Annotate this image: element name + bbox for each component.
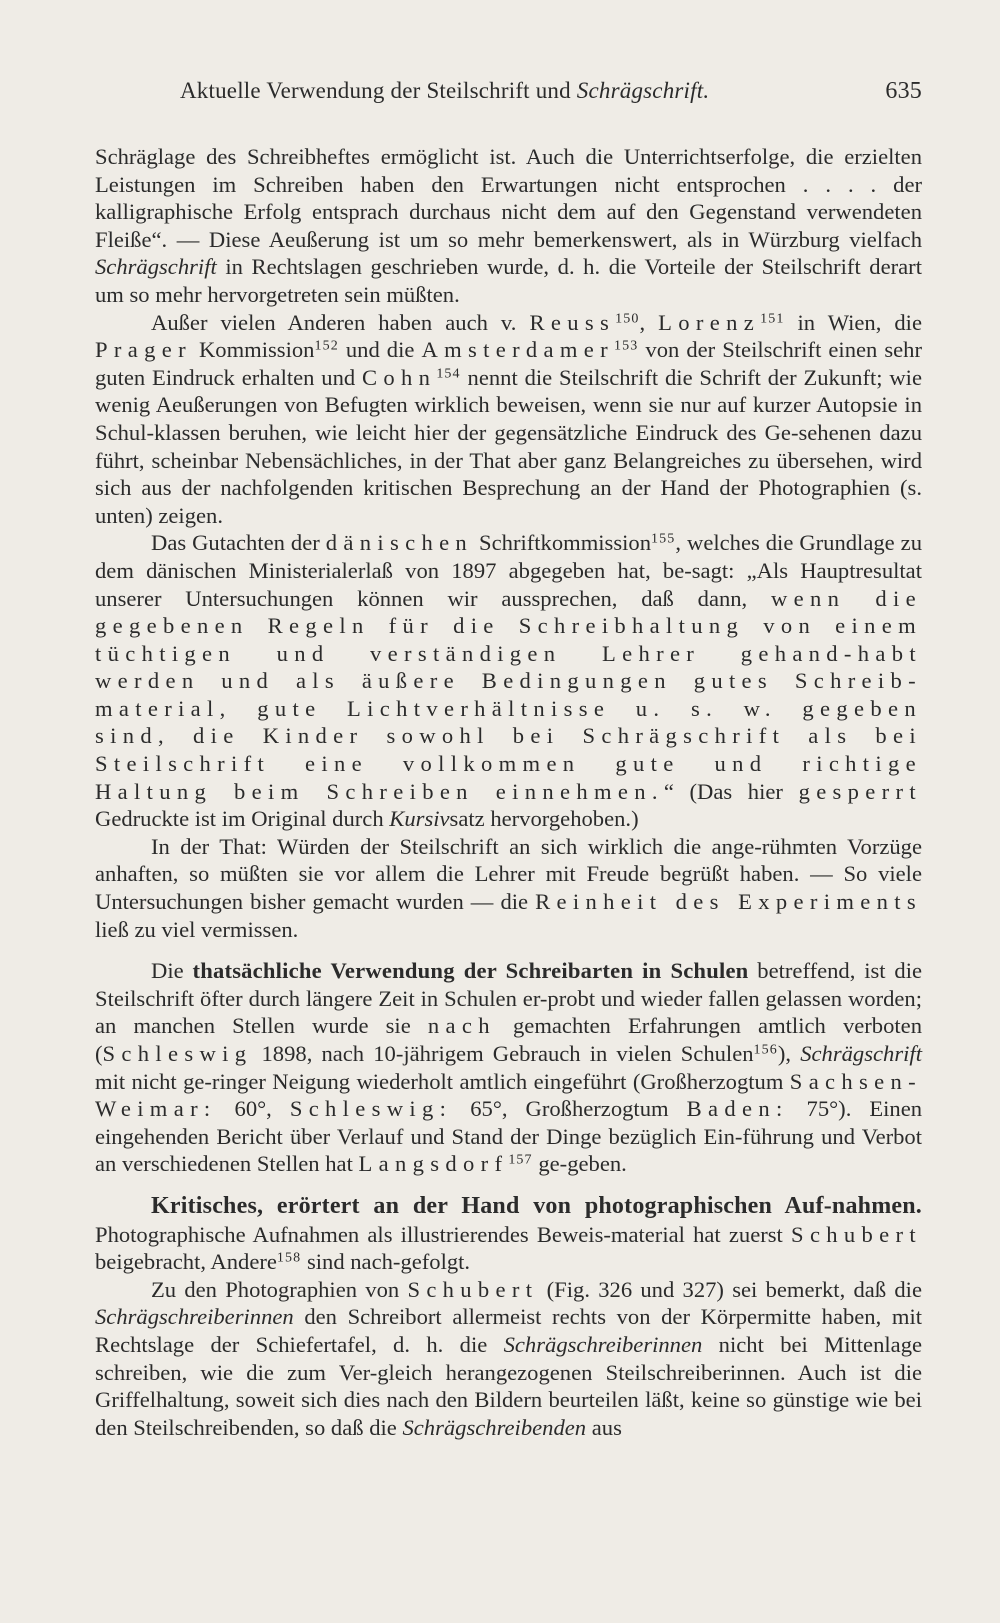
text-run: In der That: Würden der Steilschrift an sich wirklich die ange-rühmten Vorzüge anhaften, so müßten sie vor allem die Lehrer mit Freude begrüßt haben. — So viele Untersuchungen bisher gemacht wurden — die — [95, 833, 922, 915]
text-run: Schriftkommission — [479, 530, 652, 556]
text-run: und die — [345, 337, 415, 363]
spaced-name: Langsdorf — [358, 1151, 509, 1177]
text-run: Schräglage des Schreibheftes ermöglicht ist. Auch die Unterrichtserfolge, die erzielten Leistungen im Schreiben haben den Erwartungen nicht entsprochen . . . . der kalligraphische Erfolg entsprach durchaus nicht dem auf den Gegenstand verwendeten Fleiße“. — Diese Aeußerung ist um so mehr bemerkenswert, als in Würzburg vielfach — [95, 144, 922, 252]
text-run: 75°). Einen eingehenden Bericht über Verlauf und Stand der Dinge bezüglich Ein-führung und Verbot an verschiedenen Stellen hat — [95, 1096, 923, 1177]
spaced-word: gesperrt — [798, 778, 922, 804]
footnote-ref: 151 — [760, 310, 785, 326]
bold-heading-inline: thatsächliche Verwendung der Schreibarten in Schulen — [192, 958, 749, 984]
text-run: ), — [777, 1041, 792, 1066]
text-run: in Rechtslagen geschrieben wurde, d. h. die Vorteile der Steilschrift derart um so mehr hervorgetreten sein müßten. — [95, 254, 922, 307]
text-run: Außer vielen Anderen haben auch v. — [151, 309, 517, 335]
paragraph-1 — [95, 143, 922, 309]
text-run: in Wien, die — [797, 309, 922, 335]
text-run: mit nicht ge-ringer Neigung wiederholt amtlich eingeführt (Großherzogtum — [95, 1068, 784, 1094]
paragraph-7 — [95, 1276, 922, 1442]
section-heading: Kritisches, erörtert an der Hand von photographischen Auf-nahmen. — [151, 1192, 922, 1219]
spaced-quote: wenn die gegebenen Regeln für die Schreibhaltung von einem tüchtigen und verständigen Lehrer gehand-habt werden und als äußere Bedingungen gutes Schreib-material, gute Lichtverhältnisse u. s. w. gegeben sind, die Kinder sowohl bei Schrägschrift als bei Steilschrift eine vollkommen gute und richtige Haltung beim Schreiben einnehmen. — [95, 585, 922, 804]
running-head — [95, 78, 922, 105]
spaced-name: Prager — [95, 337, 192, 363]
paragraph-4 — [95, 833, 922, 943]
footnote-ref: 152 — [314, 338, 339, 354]
text-run: gemachten Erfahrungen amtlich verboten ( — [95, 1013, 922, 1066]
spaced-word: nach — [427, 1013, 496, 1039]
spaced-phrase: Reinheit des Experiments — [535, 889, 922, 915]
text-run: ge-geben. — [538, 1151, 627, 1177]
footnote-ref: 150 — [615, 310, 640, 326]
footnote-ref: 155 — [651, 531, 676, 547]
spaced-name: Schleswig — [102, 1041, 253, 1066]
text-run: nicht bei Mittenlage schreiben, wie die zum Ver-gleich herangezogenen Steilschreiberinnen. Auch ist die Griffelhaltung, soweit sich dies nach den Bildern beurteilen läßt, keine so günstige wie bei den Steilschreibenden, so daß die — [95, 1331, 923, 1440]
text-run: “ (Das hier — [663, 778, 783, 804]
text-run: sind nach-gefolgt. — [306, 1249, 471, 1275]
text-run: Photographische Aufnahmen als illustrierendes Beweis-material hat zuerst — [95, 1221, 783, 1247]
spaced-name: Sachsen-Weimar: — [95, 1068, 922, 1122]
paragraph-2 — [95, 309, 922, 530]
text-run: betreffend, ist die Steilschrift öfter durch längere Zeit in Schulen er-probt und wieder fallen gelassen worden; an manchen Stellen wurde sie — [95, 958, 923, 1039]
text-run: Zu den Photographien von — [151, 1276, 400, 1302]
italic-run: Kursiv — [389, 806, 450, 832]
spaced-name: Lorenz — [658, 309, 761, 335]
paragraph-6 — [95, 1192, 922, 1276]
spaced-name: Amsterdamer — [421, 337, 615, 363]
italic-run: Schrägschrift — [800, 1041, 922, 1066]
text-run: Gedruckte ist im Original durch — [95, 806, 384, 832]
text-run: (Fig. 326 und 327) sei bemerkt, daß die — [546, 1276, 922, 1302]
spaced-name: Cohn — [362, 364, 437, 390]
italic-run: Schrägschrift — [95, 254, 217, 280]
footnote-ref: 157 — [508, 1152, 533, 1168]
running-head-title-text: Aktuelle Verwendung der Steilschrift und — [180, 78, 571, 103]
spaced-name: Schubert — [407, 1276, 539, 1302]
italic-run: Schrägschreiberinnen — [95, 1304, 294, 1330]
spaced-name: Schubert — [791, 1221, 922, 1247]
paragraph-5 — [95, 957, 922, 1178]
running-head-title-italic: Schrägschrift. — [576, 78, 710, 103]
spaced-word: dänischen — [325, 530, 474, 556]
text-run: Die — [151, 958, 184, 984]
running-head-title — [180, 78, 709, 104]
text-run: 65°, Großherzogtum — [470, 1096, 669, 1122]
spaced-name: Reuss — [529, 309, 616, 335]
text-run: aus — [591, 1414, 622, 1440]
text-run: den Schreibort allermeist rechts von der Körpermitte haben, mit Rechtslage der Schiefertafel, d. h. die — [95, 1304, 923, 1357]
italic-run: Schrägschreiberinnen — [503, 1331, 703, 1357]
text-run: nennt die Steilschrift die Schrift der Zukunft; wie wenig Aeußerungen von Befugten wirklich beweisen, wenn sie nur auf kurzer Autopsie in Schul-klassen beruhen, wie leicht hier der gegensätzliche Eindruck des Ge-sehenen dazu führt, scheinbar Nebensächliches, in der That aber ganz Belangreiches zu übersehen, wird sich aus der nachfolgenden kritischen Besprechung an der Hand der Photographien (s. unten) zeigen. — [95, 364, 922, 528]
text-run: satz hervorgehoben.) — [449, 806, 639, 832]
text-run: Kommission — [198, 337, 315, 363]
footnote-ref: 154 — [436, 366, 461, 382]
page-number: 635 — [885, 78, 922, 104]
text-run: 60°, — [234, 1096, 272, 1122]
text-run: , welches die Grundlage zu dem dänischen Ministerialerlaß von 1897 abgegeben hat, be-sagt: „Als Hauptresultat unserer Untersuchungen können wir aussprechen, daß dann, — [95, 530, 922, 611]
text-run: , — [639, 309, 646, 335]
spaced-name: Baden: — [686, 1096, 789, 1122]
paragraph-3 — [95, 529, 922, 833]
footnote-ref: 156 — [753, 1042, 778, 1058]
text-run: beigebracht, Andere — [95, 1249, 277, 1275]
footnote-ref: 158 — [276, 1250, 302, 1266]
text-run: Das Gutachten der — [151, 530, 320, 556]
text-run: von der Steilschrift einen sehr guten Eindruck erhalten und — [95, 337, 922, 390]
footnote-ref: 153 — [614, 338, 639, 354]
spaced-name: Schleswig: — [289, 1096, 453, 1122]
italic-run: Schrägschreibenden — [402, 1414, 587, 1440]
text-run: 1898, nach 10-jährigem Gebrauch in vielen Schulen — [261, 1041, 754, 1066]
body-text — [95, 143, 922, 1441]
text-run: ließ zu viel vermissen. — [95, 916, 299, 942]
